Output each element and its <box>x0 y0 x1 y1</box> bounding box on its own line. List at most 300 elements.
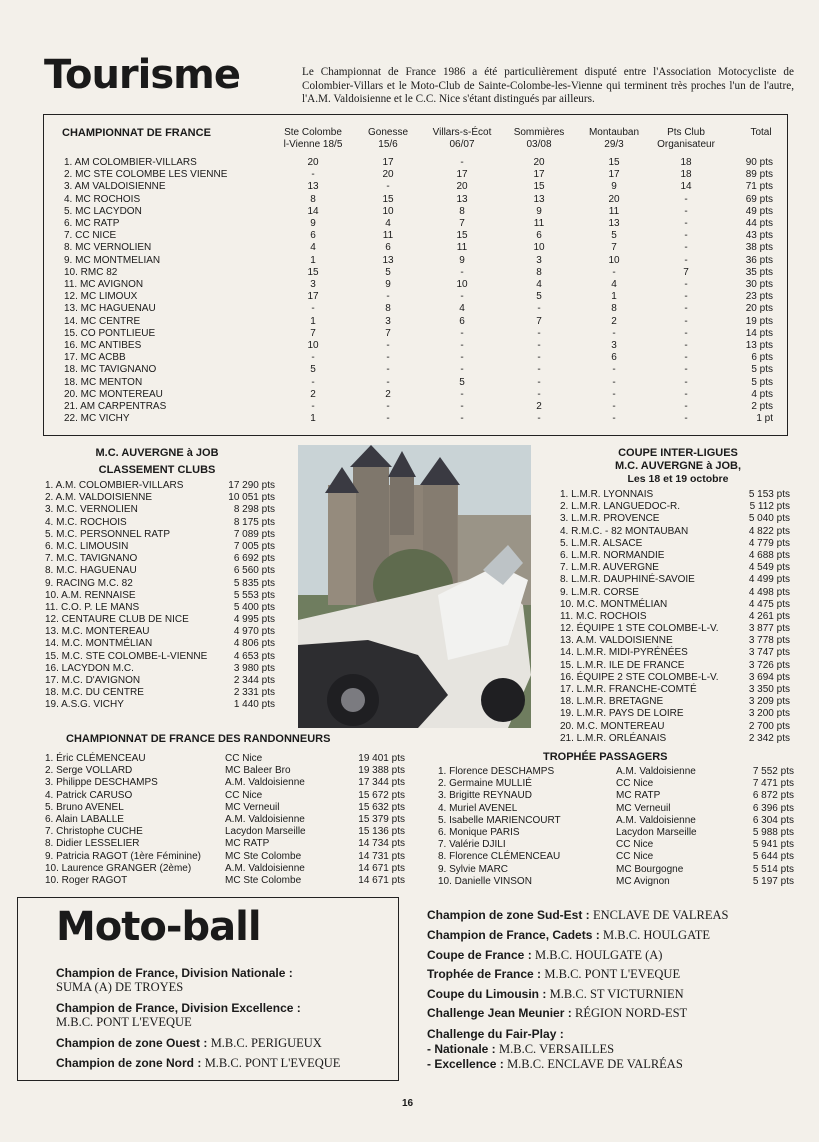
championnat-column-header: Montauban 29/3 <box>588 127 640 150</box>
auvergne-title <box>52 446 262 478</box>
award-winner: M.B.C. PERIGUEUX <box>210 1036 322 1050</box>
club-name: 5. MC LACYDON <box>64 205 142 217</box>
stage-points: 7 <box>536 315 542 327</box>
ranking-name: 3. M.C. VERNOLIEN <box>45 504 138 516</box>
stage-points: 18 <box>680 169 692 181</box>
stage-points: 1 <box>310 254 316 266</box>
motoball-award <box>427 908 728 922</box>
stage-points: - <box>537 364 541 376</box>
ranking-row <box>560 587 792 599</box>
championnat-row <box>0 291 800 303</box>
rider-club: CC Nice <box>616 778 654 790</box>
stage-points: 1 <box>310 315 316 327</box>
club-name: 10. RMC 82 <box>64 266 118 278</box>
stage-points: 20 <box>533 157 545 168</box>
rider-club: CC Nice <box>225 789 263 801</box>
total-points: 4 pts <box>751 388 773 400</box>
stage-points: - <box>386 181 390 193</box>
rider-name: 5. Isabelle MARIENCOURT <box>438 814 561 826</box>
ranking-name: 19. A.S.G. VICHY <box>45 699 124 711</box>
castle-motorcycle-photo <box>298 445 531 728</box>
award-label: Champion de France, Division Excellence : <box>56 1001 301 1015</box>
stage-points: - <box>460 157 464 168</box>
stage-points: - <box>386 340 390 351</box>
ranking-points: 6 692 pts <box>233 553 275 565</box>
stage-points: - <box>684 230 688 242</box>
championnat-row <box>0 389 800 401</box>
ranking-row <box>45 753 405 765</box>
rider-club: A.M. Valdoisienne <box>225 862 305 874</box>
stage-points: 17 <box>608 169 620 181</box>
stage-points: - <box>684 291 688 303</box>
ranking-name: 9. L.M.R. CORSE <box>560 586 639 598</box>
rider-name: 10. Danielle VINSON <box>438 875 532 887</box>
stage-points: - <box>386 413 390 425</box>
stage-points: 15 <box>608 157 620 168</box>
stage-points: 6 <box>310 230 316 242</box>
stage-points: - <box>386 401 390 412</box>
stage-points: 8 <box>611 303 617 315</box>
total-points: 49 pts <box>745 205 773 217</box>
stage-points: 5 <box>536 291 542 303</box>
stage-points: 14 <box>307 205 319 217</box>
stage-points: 3 <box>310 279 316 290</box>
ranking-points: 4 475 pts <box>748 598 790 610</box>
championnat-row <box>0 364 800 376</box>
ranking-row <box>45 814 405 826</box>
ranking-name: 8. M.C. HAGUENAU <box>45 565 137 577</box>
ranking-row <box>45 699 285 711</box>
award-winner: M.B.C. PONT L'EVEQUE <box>544 967 681 981</box>
rider-name: 7. Valérie DJILI <box>438 839 506 851</box>
stage-points: 15 <box>382 193 394 205</box>
club-name: 8. MC VERNOLIEN <box>64 242 152 254</box>
ranking-row <box>438 851 794 863</box>
total-points: 5 pts <box>751 376 773 388</box>
club-name: 4. MC ROCHOIS <box>64 193 141 205</box>
stage-points: - <box>612 401 616 412</box>
ranking-row <box>560 501 792 513</box>
stage-points: 4 <box>385 218 391 229</box>
ranking-points: 3 350 pts <box>748 684 790 695</box>
award-label: Champion de zone Sud-Est : <box>427 908 590 922</box>
motoball-title: Moto-ball <box>56 904 261 950</box>
award-winner: M.B.C. ENCLAVE DE VALRÉAS <box>507 1057 683 1071</box>
ranking-name: 3. L.M.R. PROVENCE <box>560 513 660 525</box>
stage-points: - <box>460 340 464 351</box>
ranking-name: 1. A.M. COLOMBIER-VILLARS <box>45 480 184 491</box>
championnat-row <box>0 316 800 328</box>
stage-points: 11 <box>608 205 620 217</box>
ranking-points: 4 822 pts <box>748 525 790 537</box>
rider-club: MC Verneuil <box>616 802 671 814</box>
stage-points: 17 <box>307 291 319 303</box>
stage-points: 6 <box>536 230 542 242</box>
championnat-column-header: Sommières 03/08 <box>513 127 565 150</box>
ranking-name: 2. L.M.R. LANGUEDOC-R. <box>560 501 681 513</box>
ranking-name: 7. L.M.R. AUVERGNE <box>560 562 659 574</box>
rider-points: 19 401 pts <box>358 753 405 764</box>
stage-points: - <box>684 193 688 205</box>
stage-points: 5 <box>385 266 391 278</box>
championnat-column-header: Villars-s-Écot 06/07 <box>432 127 492 150</box>
championnat-row <box>0 255 800 267</box>
rider-name: 1. Éric CLÉMENCEAU <box>45 753 146 764</box>
stage-points: 9 <box>310 218 316 229</box>
ranking-name: 11. M.C. ROCHOIS <box>560 610 647 622</box>
ranking-points: 3 694 pts <box>748 671 790 683</box>
total-points: 71 pts <box>745 181 773 193</box>
rider-club: CC Nice <box>616 851 654 863</box>
ranking-row <box>45 851 405 863</box>
ranking-row <box>438 864 794 876</box>
rider-club: MC Bourgogne <box>616 863 684 875</box>
ranking-points: 5 112 pts <box>749 501 790 513</box>
stage-points: - <box>460 291 464 303</box>
rider-name: 8. Florence CLÉMENCEAU <box>438 851 561 863</box>
ranking-row <box>438 839 794 851</box>
stage-points: - <box>684 401 688 412</box>
rider-points: 14 671 pts <box>358 874 405 886</box>
interligues-title-line-3: Les 18 et 19 octobre <box>627 473 729 485</box>
ranking-row <box>45 492 285 504</box>
total-points: 90 pts <box>745 157 773 168</box>
ranking-points: 4 498 pts <box>748 586 790 598</box>
stage-points: 15 <box>307 266 319 278</box>
ranking-row <box>45 826 405 838</box>
ranking-row <box>45 651 285 663</box>
total-points: 19 pts <box>745 315 773 327</box>
rider-name: 7. Christophe CUCHE <box>45 826 143 838</box>
championnat-row <box>0 352 800 364</box>
page-title: Tourisme <box>44 52 240 98</box>
stage-points: 9 <box>536 205 542 217</box>
ranking-row <box>438 876 794 888</box>
motoball-award <box>427 967 680 981</box>
rider-club: MC Ste Colombe <box>225 850 302 862</box>
rider-name: 8. Didier LESSELIER <box>45 838 140 850</box>
randonneurs-list <box>45 753 405 887</box>
stage-points: - <box>684 279 688 290</box>
rider-name: 4. Muriel AVENEL <box>438 802 518 814</box>
ranking-points: 5 835 pts <box>233 577 275 589</box>
stage-points: 8 <box>310 193 316 205</box>
stage-points: 6 <box>385 242 391 254</box>
total-points: 6 pts <box>751 352 773 364</box>
motoball-award <box>427 1042 614 1056</box>
stage-points: - <box>537 327 541 339</box>
rider-name: 2. Serge VOLLARD <box>45 765 133 777</box>
club-name: 3. AM VALDOISIENNE <box>64 181 166 193</box>
ranking-name: 14. M.C. MONTMÉLIAN <box>45 638 153 650</box>
rider-name: 3. Philippe DESCHAMPS <box>45 777 158 789</box>
stage-points: - <box>537 303 541 315</box>
stage-points: 11 <box>533 218 545 229</box>
ranking-points: 8 298 pts <box>233 504 275 516</box>
stage-points: 7 <box>310 327 316 339</box>
stage-points: 7 <box>683 266 689 278</box>
rider-club: MC RATP <box>225 838 270 850</box>
award-winner: M.B.C. HOULGATE (A) <box>535 948 663 962</box>
stage-points: 20 <box>456 181 468 193</box>
stage-points: - <box>537 352 541 364</box>
stage-points: 13 <box>608 218 620 229</box>
ranking-row <box>438 815 794 827</box>
total-points: 89 pts <box>745 169 773 181</box>
motoball-award <box>427 1027 564 1041</box>
ranking-name: 10. M.C. MONTMÉLIAN <box>560 598 668 610</box>
championnat-row <box>0 340 800 352</box>
ranking-row <box>560 684 792 696</box>
ranking-row <box>560 538 792 550</box>
rider-points: 7 552 pts <box>752 766 794 777</box>
ranking-row <box>560 513 792 525</box>
stage-points: - <box>684 218 688 229</box>
club-name: 7. CC NICE <box>64 230 117 242</box>
stage-points: - <box>311 303 315 315</box>
ranking-row <box>45 553 285 565</box>
rider-name: 10. Roger RAGOT <box>45 874 128 886</box>
stage-points: 2 <box>536 401 542 412</box>
stage-points: - <box>612 376 616 388</box>
stage-points: 2 <box>310 388 316 400</box>
rider-name: 5. Bruno AVENEL <box>45 801 124 813</box>
club-name: 15. CO PONTLIEUE <box>64 327 156 339</box>
award-winner: RÉGION NORD-EST <box>575 1006 688 1020</box>
ranking-points: 5 400 pts <box>233 601 275 613</box>
championnat-column-header: Ste Colombe l-Vienne 18/5 <box>283 127 343 150</box>
stage-points: 10 <box>382 205 394 217</box>
page-number: 16 <box>402 1098 414 1109</box>
stage-points: 11 <box>456 242 468 254</box>
stage-points: 20 <box>307 157 319 168</box>
rider-points: 5 941 pts <box>752 839 794 851</box>
ranking-row <box>560 647 792 659</box>
ranking-points: 17 290 pts <box>228 480 275 491</box>
ranking-points: 2 700 pts <box>748 720 790 732</box>
stage-points: - <box>460 364 464 376</box>
stage-points: 5 <box>611 230 617 242</box>
ranking-row <box>560 635 792 647</box>
award-label: Champion de zone Nord : <box>56 1056 202 1070</box>
rider-points: 19 388 pts <box>358 765 405 777</box>
stage-points: 6 <box>459 315 465 327</box>
stage-points: - <box>537 340 541 351</box>
ranking-row <box>438 766 794 778</box>
rider-club: A.M. Valdoisienne <box>616 814 696 826</box>
rider-points: 6 872 pts <box>752 790 794 802</box>
ranking-row <box>45 687 285 699</box>
club-name: 17. MC ACBB <box>64 352 126 364</box>
rider-points: 14 731 pts <box>358 850 405 862</box>
championnat-row <box>0 181 800 193</box>
award-label: Challenge Jean Meunier : <box>427 1006 572 1020</box>
club-name: 14. MC CENTRE <box>64 315 141 327</box>
award-label: Trophée de France : <box>427 967 542 981</box>
rider-points: 15 632 pts <box>358 801 405 813</box>
ranking-name: 2. A.M. VALDOISIENNE <box>45 492 153 504</box>
ranking-points: 3 980 pts <box>233 662 275 674</box>
club-name: 21. AM CARPENTRAS <box>64 401 167 412</box>
total-points: 69 pts <box>745 193 773 205</box>
total-points: 14 pts <box>745 327 773 339</box>
rider-name: 4. Patrick CARUSO <box>45 789 133 801</box>
award-label: Challenge du Fair-Play : <box>427 1027 564 1041</box>
championnat-title: CHAMPIONNAT DE FRANCE <box>62 127 211 139</box>
ranking-row <box>45 517 285 529</box>
stage-points: 13 <box>307 181 319 193</box>
stage-points: - <box>684 303 688 315</box>
ranking-name: 20. M.C. MONTEREAU <box>560 720 665 732</box>
motoball-award <box>427 1006 687 1020</box>
auvergne-list <box>45 480 285 712</box>
stage-points: - <box>684 205 688 217</box>
ranking-row <box>560 721 792 733</box>
stage-points: 17 <box>456 169 468 181</box>
stage-points: - <box>684 376 688 388</box>
ranking-row <box>560 599 792 611</box>
rider-club: MC Verneuil <box>225 801 280 813</box>
stage-points: - <box>386 291 390 303</box>
stage-points: 18 <box>680 157 692 168</box>
stage-points: - <box>684 388 688 400</box>
ranking-row <box>45 565 285 577</box>
ranking-points: 4 995 pts <box>233 614 275 626</box>
club-name: 11. MC AVIGNON <box>64 279 144 290</box>
club-name: 1. AM COLOMBIER-VILLARS <box>64 157 197 168</box>
award-label: Champion de France, Division Nationale : <box>56 966 293 980</box>
club-name: 6. MC RATP <box>64 218 120 229</box>
ranking-points: 4 970 pts <box>233 626 275 638</box>
stage-points: 3 <box>385 315 391 327</box>
rider-points: 14 671 pts <box>358 862 405 874</box>
ranking-row <box>45 602 285 614</box>
ranking-points: 2 344 pts <box>233 675 275 686</box>
stage-points: 10 <box>307 340 319 351</box>
ranking-name: 16. ÉQUIPE 2 STE COLOMBE-L-V. <box>560 671 719 683</box>
championnat-row <box>0 328 800 340</box>
rider-club: MC Ste Colombe <box>225 874 302 886</box>
ranking-name: 16. LACYDON M.C. <box>45 662 134 674</box>
stage-points: 1 <box>611 291 617 303</box>
ranking-points: 7 089 pts <box>233 528 275 540</box>
stage-points: 8 <box>536 266 542 278</box>
stage-points: - <box>460 401 464 412</box>
ranking-name: 9. RACING M.C. 82 <box>45 577 133 589</box>
ranking-points: 3 877 pts <box>748 623 790 635</box>
championnat-row <box>0 194 800 206</box>
ranking-row <box>45 863 405 875</box>
ranking-name: 17. L.M.R. FRANCHE-COMTÉ <box>560 684 697 695</box>
ranking-row <box>45 590 285 602</box>
stage-points: 2 <box>385 388 391 400</box>
club-name: 22. MC VICHY <box>64 413 130 425</box>
club-name: 2. MC STE COLOMBE LES VIENNE <box>64 169 228 181</box>
ranking-name: 5. L.M.R. ALSACE <box>560 537 643 549</box>
total-points: 44 pts <box>745 218 773 229</box>
stage-points: - <box>537 413 541 425</box>
stage-points: - <box>311 401 315 412</box>
club-name: 12. MC LIMOUX <box>64 291 138 303</box>
ranking-points: 3 778 pts <box>748 635 790 647</box>
rider-club: MC Avignon <box>616 875 670 887</box>
rider-club: MC RATP <box>616 790 661 802</box>
stage-points: 5 <box>310 364 316 376</box>
rider-name: 3. Brigitte REYNAUD <box>438 790 532 802</box>
rider-points: 17 344 pts <box>358 777 405 789</box>
club-name: 18. MC MENTON <box>64 376 143 388</box>
ranking-points: 8 175 pts <box>233 516 275 528</box>
ranking-row <box>560 574 792 586</box>
ranking-row <box>560 611 792 623</box>
ranking-row <box>560 708 792 720</box>
championnat-row <box>0 242 800 254</box>
ranking-points: 1 440 pts <box>233 699 275 711</box>
rider-club: A.M. Valdoisienne <box>616 766 696 777</box>
stage-points: - <box>684 242 688 254</box>
championnat-row <box>0 267 800 279</box>
rider-name: 9. Sylvie MARC <box>438 863 509 875</box>
award-label: Coupe du Limousin : <box>427 987 547 1001</box>
total-points: 35 pts <box>745 266 773 278</box>
rider-points: 5 644 pts <box>752 851 794 863</box>
ranking-name: 14. L.M.R. MIDI-PYRÉNÉES <box>560 647 688 659</box>
ranking-points: 4 261 pts <box>748 610 790 622</box>
ranking-row <box>45 838 405 850</box>
motoball-award <box>427 928 710 942</box>
ranking-name: 13. M.C. MONTEREAU <box>45 626 150 638</box>
total-points: 38 pts <box>745 242 773 254</box>
stage-points: 14 <box>680 181 692 193</box>
photo-illustration <box>298 445 531 728</box>
award-label: - Nationale : <box>427 1042 496 1056</box>
stage-points: - <box>386 352 390 364</box>
stage-points: - <box>684 327 688 339</box>
ranking-name: 13. A.M. VALDOISIENNE <box>560 635 673 647</box>
award-winner: ENCLAVE DE VALREAS <box>593 908 729 922</box>
ranking-points: 4 653 pts <box>233 650 275 662</box>
ranking-row <box>560 623 792 635</box>
stage-points: - <box>612 388 616 400</box>
stage-points: - <box>311 352 315 364</box>
rider-name: 6. Monique PARIS <box>438 826 520 838</box>
award-label: - Excellence : <box>427 1057 504 1071</box>
ranking-row <box>560 550 792 562</box>
rider-points: 7 471 pts <box>752 778 794 790</box>
ranking-points: 2 331 pts <box>233 687 275 699</box>
ranking-name: 4. M.C. ROCHOIS <box>45 516 127 528</box>
championnat-row <box>0 169 800 181</box>
award-label: Champion de zone Ouest : <box>56 1036 208 1050</box>
intro-paragraph: Le Championnat de France 1986 a été particulièrement disputé entre l'Association Motocycliste de Colombier-Villars et le Moto-Club de Sainte-Colombe-les-Vienne qui terminent très proches l'un de l'autre, l'A.M. Valdoisienne et le C.C. Nice s'étant distingués par ailleurs. <box>302 66 794 105</box>
ranking-points: 3 209 pts <box>748 696 790 708</box>
stage-points: 13 <box>533 193 545 205</box>
stage-points: 7 <box>611 242 617 254</box>
championnat-column-header: Pts Club Organisateur <box>657 127 715 150</box>
motoball-award <box>427 987 684 1001</box>
stage-points: - <box>311 169 315 181</box>
ranking-points: 4 806 pts <box>233 638 275 650</box>
total-points: 13 pts <box>745 340 773 351</box>
stage-points: 17 <box>533 169 545 181</box>
stage-points: 20 <box>382 169 394 181</box>
stage-points: 4 <box>459 303 465 315</box>
stage-points: 8 <box>459 205 465 217</box>
rider-club: A.M. Valdoisienne <box>225 813 305 825</box>
championnat-row <box>0 413 800 425</box>
stage-points: 9 <box>459 254 465 266</box>
ranking-row <box>560 660 792 672</box>
